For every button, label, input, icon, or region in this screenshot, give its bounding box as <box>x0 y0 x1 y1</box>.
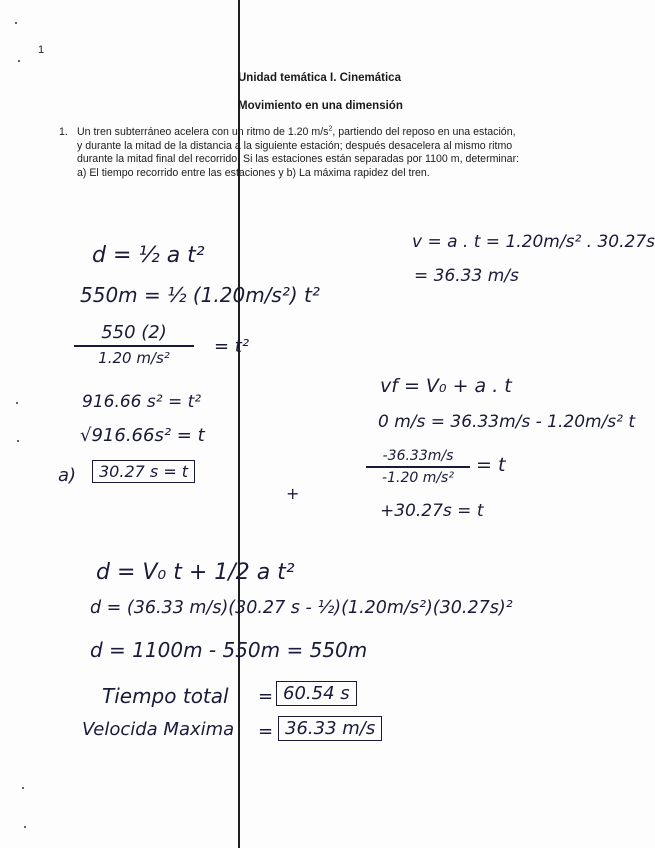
max-speed-box: 36.33 m/s <box>278 716 382 741</box>
total-time-label: Tiempo total <box>102 684 229 708</box>
problem-line-4: a) El tiempo recorrido entre las estaciones y b) La máxima rapidez del tren. <box>77 166 430 179</box>
right-fraction <box>366 448 470 486</box>
answer-a-box: 30.27 s = t <box>92 460 195 483</box>
bottom-eq-3: d = 1100m - 550m = 550m <box>90 638 368 662</box>
fraction-bar <box>366 466 470 468</box>
right-eq-3: vf = V₀ + a . t <box>380 375 512 397</box>
problem-statement <box>59 126 619 180</box>
left-fraction-rhs: = t² <box>214 336 250 357</box>
left-eq-2: 550m = ½ (1.20m/s²) t² <box>80 283 320 307</box>
problem-number: 1. <box>59 126 68 138</box>
answer-a-label: a) <box>58 465 77 486</box>
total-time-equals: = <box>258 686 274 707</box>
right-eq-1: v = a . t = 1.20m/s² . 30.27s <box>412 232 655 252</box>
right-fraction-numerator: -36.33m/s <box>382 448 454 464</box>
right-eq-2: = 36.33 m/s <box>414 266 519 286</box>
total-time-box: 60.54 s <box>276 681 357 706</box>
problem-line-2: y durante la mitad de la distancia a la siguiente estación; después desacelera al mismo ritmo <box>77 139 513 152</box>
scan-speck <box>17 440 19 442</box>
right-fraction-denominator: -1.20 m/s² <box>382 469 454 486</box>
problem-line-3: durante la mitad final del recorrido. Si las estaciones están separadas por 1100 m, determinar: <box>77 153 520 165</box>
scan-speck <box>16 402 18 404</box>
scan-speck <box>22 787 24 789</box>
scan-speck <box>15 22 17 24</box>
left-fraction-denominator: 1.20 m/s² <box>98 348 170 367</box>
scan-speck <box>24 826 26 828</box>
left-eq-4: 916.66 s² = t² <box>82 392 202 412</box>
right-eq-4: 0 m/s = 36.33m/s - 1.20m/s² t <box>378 412 636 432</box>
page-number: 1 <box>38 44 45 56</box>
left-fraction <box>74 322 194 367</box>
left-fraction-numerator: 550 (2) <box>101 322 167 343</box>
right-fraction-rhs: = t <box>476 454 506 476</box>
max-speed-equals: = <box>258 721 274 742</box>
bottom-eq-1: d = V₀ t + 1/2 a t² <box>96 560 295 585</box>
plus-mark: + <box>286 484 300 503</box>
max-speed-label: Velocida Maxima <box>82 719 235 740</box>
left-eq-1: d = ½ a t² <box>92 243 205 268</box>
fraction-bar <box>74 345 194 347</box>
right-eq-6: +30.27s = t <box>380 501 484 521</box>
bottom-eq-2: d = (36.33 m/s)(30.27 s - ½)(1.20m/s²)(30.27s)² <box>90 598 513 618</box>
left-eq-5: √916.66s² = t <box>80 425 205 446</box>
problem-line-1: Un tren subterráneo acelera con un ritmo de 1.20 $m/s^2$, partiendo del reposo en una estación, <box>77 125 516 138</box>
scan-speck <box>18 60 20 62</box>
unit-title: Unidad temática I. Cinemática <box>238 72 401 84</box>
section-title: Movimiento en una dimensión <box>238 100 403 112</box>
